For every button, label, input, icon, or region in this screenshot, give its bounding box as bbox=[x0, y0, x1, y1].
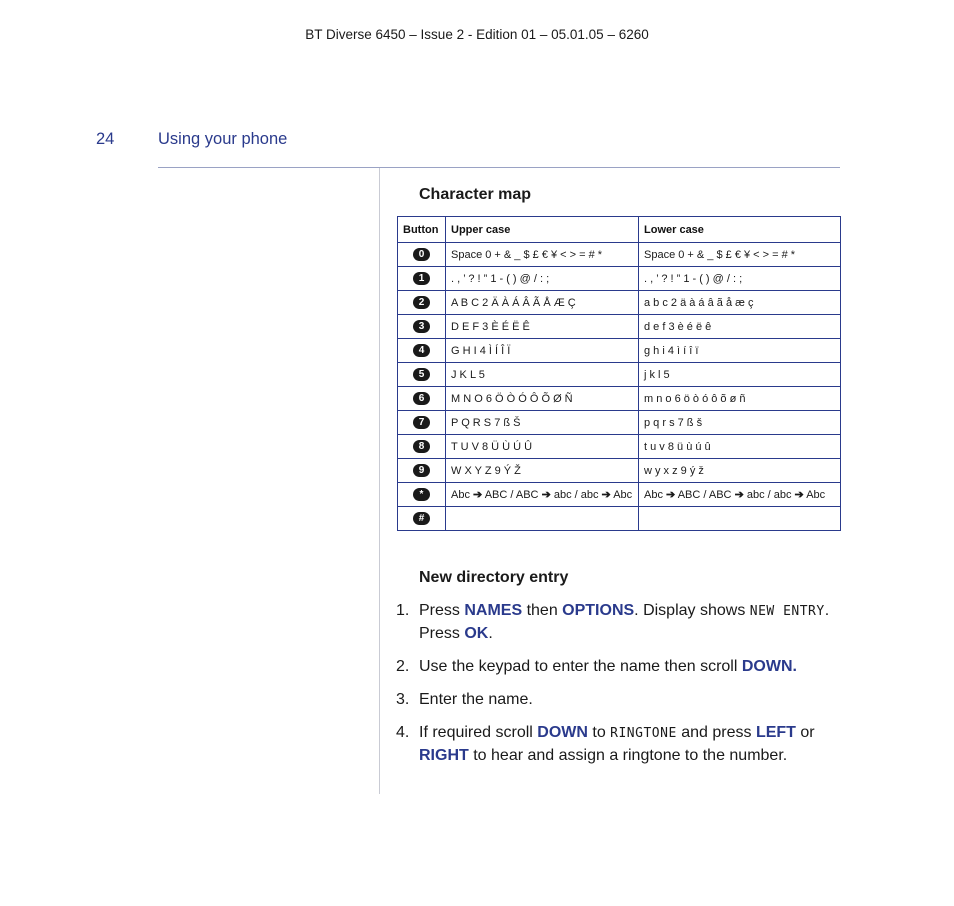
button-cell bbox=[398, 243, 446, 267]
step-item: 1. Press NAMES then OPTIONS. Display shows NEW ENTRY. Press OK. bbox=[396, 602, 830, 642]
right-key-label: RIGHT bbox=[419, 747, 469, 764]
table-row bbox=[398, 243, 841, 267]
lower-case-cell: . , ’ ? ! ” 1 - ( ) @ / : ; bbox=[639, 267, 841, 291]
upper-case-cell: M N O 6 Ö Ò Ó Ô Õ Ø Ñ bbox=[446, 387, 639, 411]
table-row bbox=[398, 483, 841, 507]
arrow-right-icon: ➔ bbox=[541, 489, 551, 501]
upper-case-cell: W X Y Z 9 Ý Ž bbox=[446, 459, 639, 483]
display-text: NEW ENTRY bbox=[749, 604, 825, 619]
key-3-icon: 3 bbox=[413, 320, 430, 333]
button-cell bbox=[398, 339, 446, 363]
table-row bbox=[398, 435, 841, 459]
button-cell bbox=[398, 507, 446, 531]
left-key-label: LEFT bbox=[755, 724, 796, 741]
upper-case-cell: D E F 3 È É Ë Ê bbox=[446, 315, 639, 339]
button-cell bbox=[398, 267, 446, 291]
arrow-right-icon: ➔ bbox=[666, 489, 676, 501]
display-text: RINGTONE bbox=[610, 726, 677, 741]
arrow-right-icon: ➔ bbox=[734, 489, 744, 501]
step-item: 3. Enter the name. bbox=[396, 691, 533, 708]
down-key-label: DOWN bbox=[537, 724, 588, 741]
upper-case-cell: J K L 5 bbox=[446, 363, 639, 387]
down-key-label: DOWN. bbox=[741, 658, 797, 675]
arrow-right-icon: ➔ bbox=[601, 489, 611, 501]
button-cell bbox=[398, 435, 446, 459]
key-star-icon: * bbox=[413, 488, 430, 501]
lower-case-cell: w y x z 9 ý ž bbox=[639, 459, 841, 483]
key-2-icon: 2 bbox=[413, 296, 430, 309]
key-1-icon: 1 bbox=[413, 272, 430, 285]
new-entry-title: New directory entry bbox=[419, 569, 569, 586]
column-divider bbox=[379, 168, 380, 794]
table-row bbox=[398, 411, 841, 435]
table-row bbox=[398, 315, 841, 339]
lower-case-cell: j k l 5 bbox=[639, 363, 841, 387]
table-row bbox=[398, 459, 841, 483]
button-cell bbox=[398, 411, 446, 435]
names-key-label: NAMES bbox=[464, 602, 523, 619]
arrow-right-icon: ➔ bbox=[794, 489, 804, 501]
button-cell bbox=[398, 459, 446, 483]
upper-case-cell: Space 0 + & _ $ £ € ¥ < > = # * bbox=[446, 243, 639, 267]
key-hash-icon: # bbox=[413, 512, 430, 525]
table-row bbox=[398, 339, 841, 363]
table-row bbox=[398, 363, 841, 387]
key-0-icon: 0 bbox=[413, 248, 430, 261]
new-entry-steps bbox=[396, 600, 846, 778]
step-item: 2. Use the keypad to enter the name then scroll DOWN. bbox=[396, 658, 797, 675]
step-item: 4. If required scroll DOWN to RINGTONE and press LEFT or RIGHT to hear and assign a ringtone to the number. bbox=[396, 724, 815, 764]
key-9-icon: 9 bbox=[413, 464, 430, 477]
lower-case-cell: d e f 3 è é ë ê bbox=[639, 315, 841, 339]
lower-case-cell: a b c 2 ä à á â ã å æ ç bbox=[639, 291, 841, 315]
ok-key-label: OK bbox=[464, 625, 489, 642]
key-4-icon: 4 bbox=[413, 344, 430, 357]
lower-case-cell: m n o 6 ö ò ó ô õ ø ñ bbox=[639, 387, 841, 411]
lower-case-cell: Abc ➔ ABC / ABC ➔ abc / abc ➔ Abc bbox=[639, 483, 841, 507]
lower-case-cell: p q r s 7 ß š bbox=[639, 411, 841, 435]
table-row bbox=[398, 507, 841, 531]
table-row bbox=[398, 387, 841, 411]
key-6-icon: 6 bbox=[413, 392, 430, 405]
character-map-title: Character map bbox=[419, 186, 532, 203]
button-cell bbox=[398, 483, 446, 507]
lower-case-cell: t u v 8 ü ù ú û bbox=[639, 435, 841, 459]
upper-case-cell bbox=[446, 507, 639, 531]
upper-case-cell: Abc ➔ ABC / ABC ➔ abc / abc ➔ Abc bbox=[446, 483, 639, 507]
upper-case-cell: P Q R S 7 ß Š bbox=[446, 411, 639, 435]
table-header-row bbox=[398, 217, 841, 243]
header-divider bbox=[158, 167, 840, 168]
lower-case-cell: Space 0 + & _ $ £ € ¥ < > = # * bbox=[639, 243, 841, 267]
key-7-icon: 7 bbox=[413, 416, 430, 429]
document-header: BT Diverse 6450 – Issue 2 - Edition 01 – 05.01.05 – 6260 bbox=[305, 27, 649, 42]
table-row bbox=[398, 291, 841, 315]
column-header-button: Button bbox=[398, 217, 446, 243]
upper-case-cell: A B C 2 Ä À Á Â Ã Å Æ Ç bbox=[446, 291, 639, 315]
button-cell bbox=[398, 315, 446, 339]
options-key-label: OPTIONS bbox=[562, 602, 635, 619]
upper-case-cell: G H I 4 Ì Í Î Ï bbox=[446, 339, 639, 363]
key-8-icon: 8 bbox=[413, 440, 430, 453]
button-cell bbox=[398, 387, 446, 411]
table-row bbox=[398, 267, 841, 291]
page-number: 24 bbox=[96, 130, 115, 148]
key-5-icon: 5 bbox=[413, 368, 430, 381]
button-cell bbox=[398, 363, 446, 387]
upper-case-cell: T U V 8 Ü Ù Ú Û bbox=[446, 435, 639, 459]
character-map-table bbox=[397, 216, 841, 531]
lower-case-cell: g h i 4 ì í î ï bbox=[639, 339, 841, 363]
column-header-upper: Upper case bbox=[446, 217, 639, 243]
upper-case-cell: . , ’ ? ! ” 1 - ( ) @ / : ; bbox=[446, 267, 639, 291]
section-title: Using your phone bbox=[158, 130, 288, 148]
button-cell bbox=[398, 291, 446, 315]
column-header-lower: Lower case bbox=[639, 217, 841, 243]
lower-case-cell bbox=[639, 507, 841, 531]
arrow-right-icon: ➔ bbox=[473, 489, 483, 501]
